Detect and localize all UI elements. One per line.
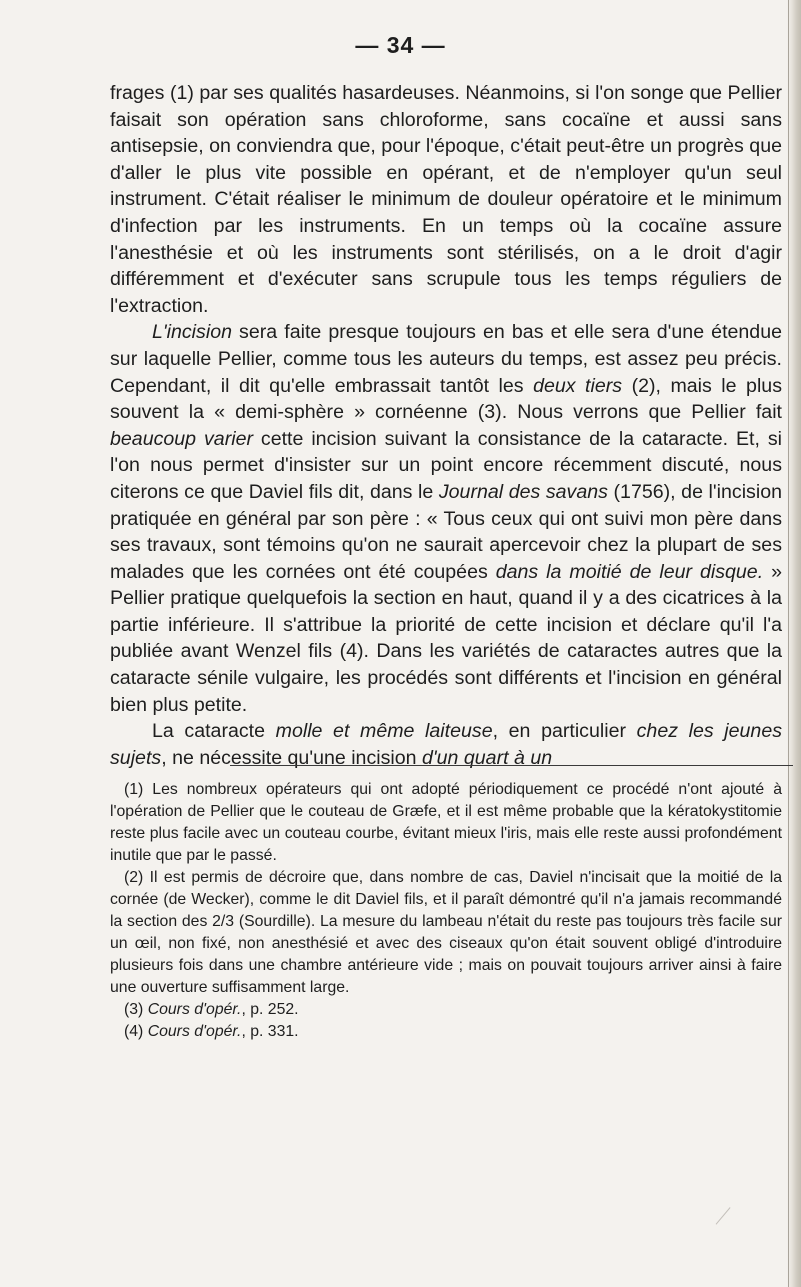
text-run: frages (1) par ses qualités hasardeuses. Néanmoins, si l'on songe que Pellier faisait son opération sans chloroforme, sans cocaïne et aussi sans antisepsie, on conviendra que, pour l'époque, c'était peut-être un progrès que d'aller le plus vite possible en opérant, et de n'employer qu'un seul instrument. C'était réaliser le minimum de douleur opératoire et le minimum d'infection par les instruments. En un temps où la cocaïne assure l'anesthésie et où les instruments sont stérilisés, on a le droit d'agir différemment et d'exécuter sans scrupule tous les temps réguliers de l'extraction. [110, 82, 782, 317]
text-run: , en particulier [492, 720, 637, 743]
text-run: , p. 331. [241, 1023, 299, 1040]
text-run: (4) [124, 1023, 148, 1040]
text-run: (1756), de l'incision pratiquée en général par son père : « Tous ceux qui ont suivi mon père dans ses travaux, sont témoins qu'on ne saurait apercevoir chez la plupart de ses malades que les cornées ont été coupées [110, 480, 782, 583]
italic-run: Cours d'opér. [147, 1023, 242, 1040]
italic-run: L'incision [152, 321, 232, 344]
footnote-4 [110, 1021, 782, 1043]
italic-run: d'un quart à un [422, 746, 553, 769]
footnotes [110, 779, 782, 1043]
text-run: » Pellier pratique quelquefois la section en haut, quand il y a des cicatrices à la partie inférieure. Il s'attribue la priorité de cette incision et déclare qu'il l'a publiée avant Wenzel fils (4). Dans les variétés de cataractes autres que la cataracte sénile vulgaire, les procédés sont différents et l'incision en général bien plus petite. [110, 560, 783, 716]
italic-run: Cours d'opér. [147, 1001, 242, 1018]
text-run: , ne nécessite qu'une incision [161, 746, 422, 769]
italic-run: molle et même laiteuse [275, 720, 493, 743]
italic-run: chez les jeunes sujets [110, 720, 783, 769]
main-text [110, 80, 782, 771]
text-run: La cataracte [152, 720, 276, 743]
text-run: , p. 252. [241, 1001, 299, 1018]
italic-run: beaucoup varier [110, 427, 253, 450]
paragraph-cataracte-molle [110, 718, 782, 771]
paper-mark [716, 1207, 748, 1239]
italic-run: Journal des savans [438, 480, 608, 503]
text-run: (1) Les nombreux opérateurs qui ont adopté périodiquement ce procédé n'ont ajouté à l'opération de Pellier que le couteau de Græfe, et il est même probable que la kératokystitomie reste plus facile avec un couteau courbe, évitant mieux l'iris, mais elle reste aussi profondément inutile que par le passé. [110, 781, 782, 864]
italic-run: deux tiers [533, 374, 623, 397]
footnote-1 [110, 779, 782, 867]
footnote-separator [230, 765, 793, 766]
italic-run: dans la moitié de leur disque. [495, 560, 764, 583]
paragraph-incision [110, 319, 782, 718]
text-run: cette incision suivant la consistance de la cataracte. Et, si l'on nous permet d'insister sur un point encore récemment discuté, nous citerons ce que Daviel fils dit, dans le [110, 427, 782, 503]
text-run: sera faite presque toujours en bas et elle sera d'une étendue sur laquelle Pellier, comme tous les auteurs du temps, est assez peu précis. Cependant, il dit qu'elle embrassait tantôt les [110, 321, 782, 397]
page-number: — 34 — [355, 32, 446, 58]
paragraph-continuation [110, 80, 782, 319]
text-run: (2) Il est permis de décroire que, dans nombre de cas, Daviel n'incisait que la moitié de la cornée (de Wecker), comme le dit Daviel fils, et il paraît démontré qu'il n'a jamais recommandé la section des 2/3 (Sourdille). La mesure du lambeau n'était du reste pas toujours très facile sur un œil, non fixé, non anesthésié et avec des ciseaux qu'on était souvent obligé d'introduire plusieurs fois dans une chambre antérieure vide ; mais on pouvait toujours arriver ainsi à faire une ouverture suffisamment large. [110, 869, 782, 996]
page-edge-shadow [787, 0, 801, 1287]
footnote-2 [110, 867, 782, 999]
text-run: (3) [124, 1001, 148, 1018]
footnote-3 [110, 999, 782, 1021]
text-run: (2), mais le plus souvent la « demi-sphère » cornéenne (3). Nous verrons que Pellier fait [110, 374, 782, 424]
page-edge-line [788, 0, 789, 1287]
